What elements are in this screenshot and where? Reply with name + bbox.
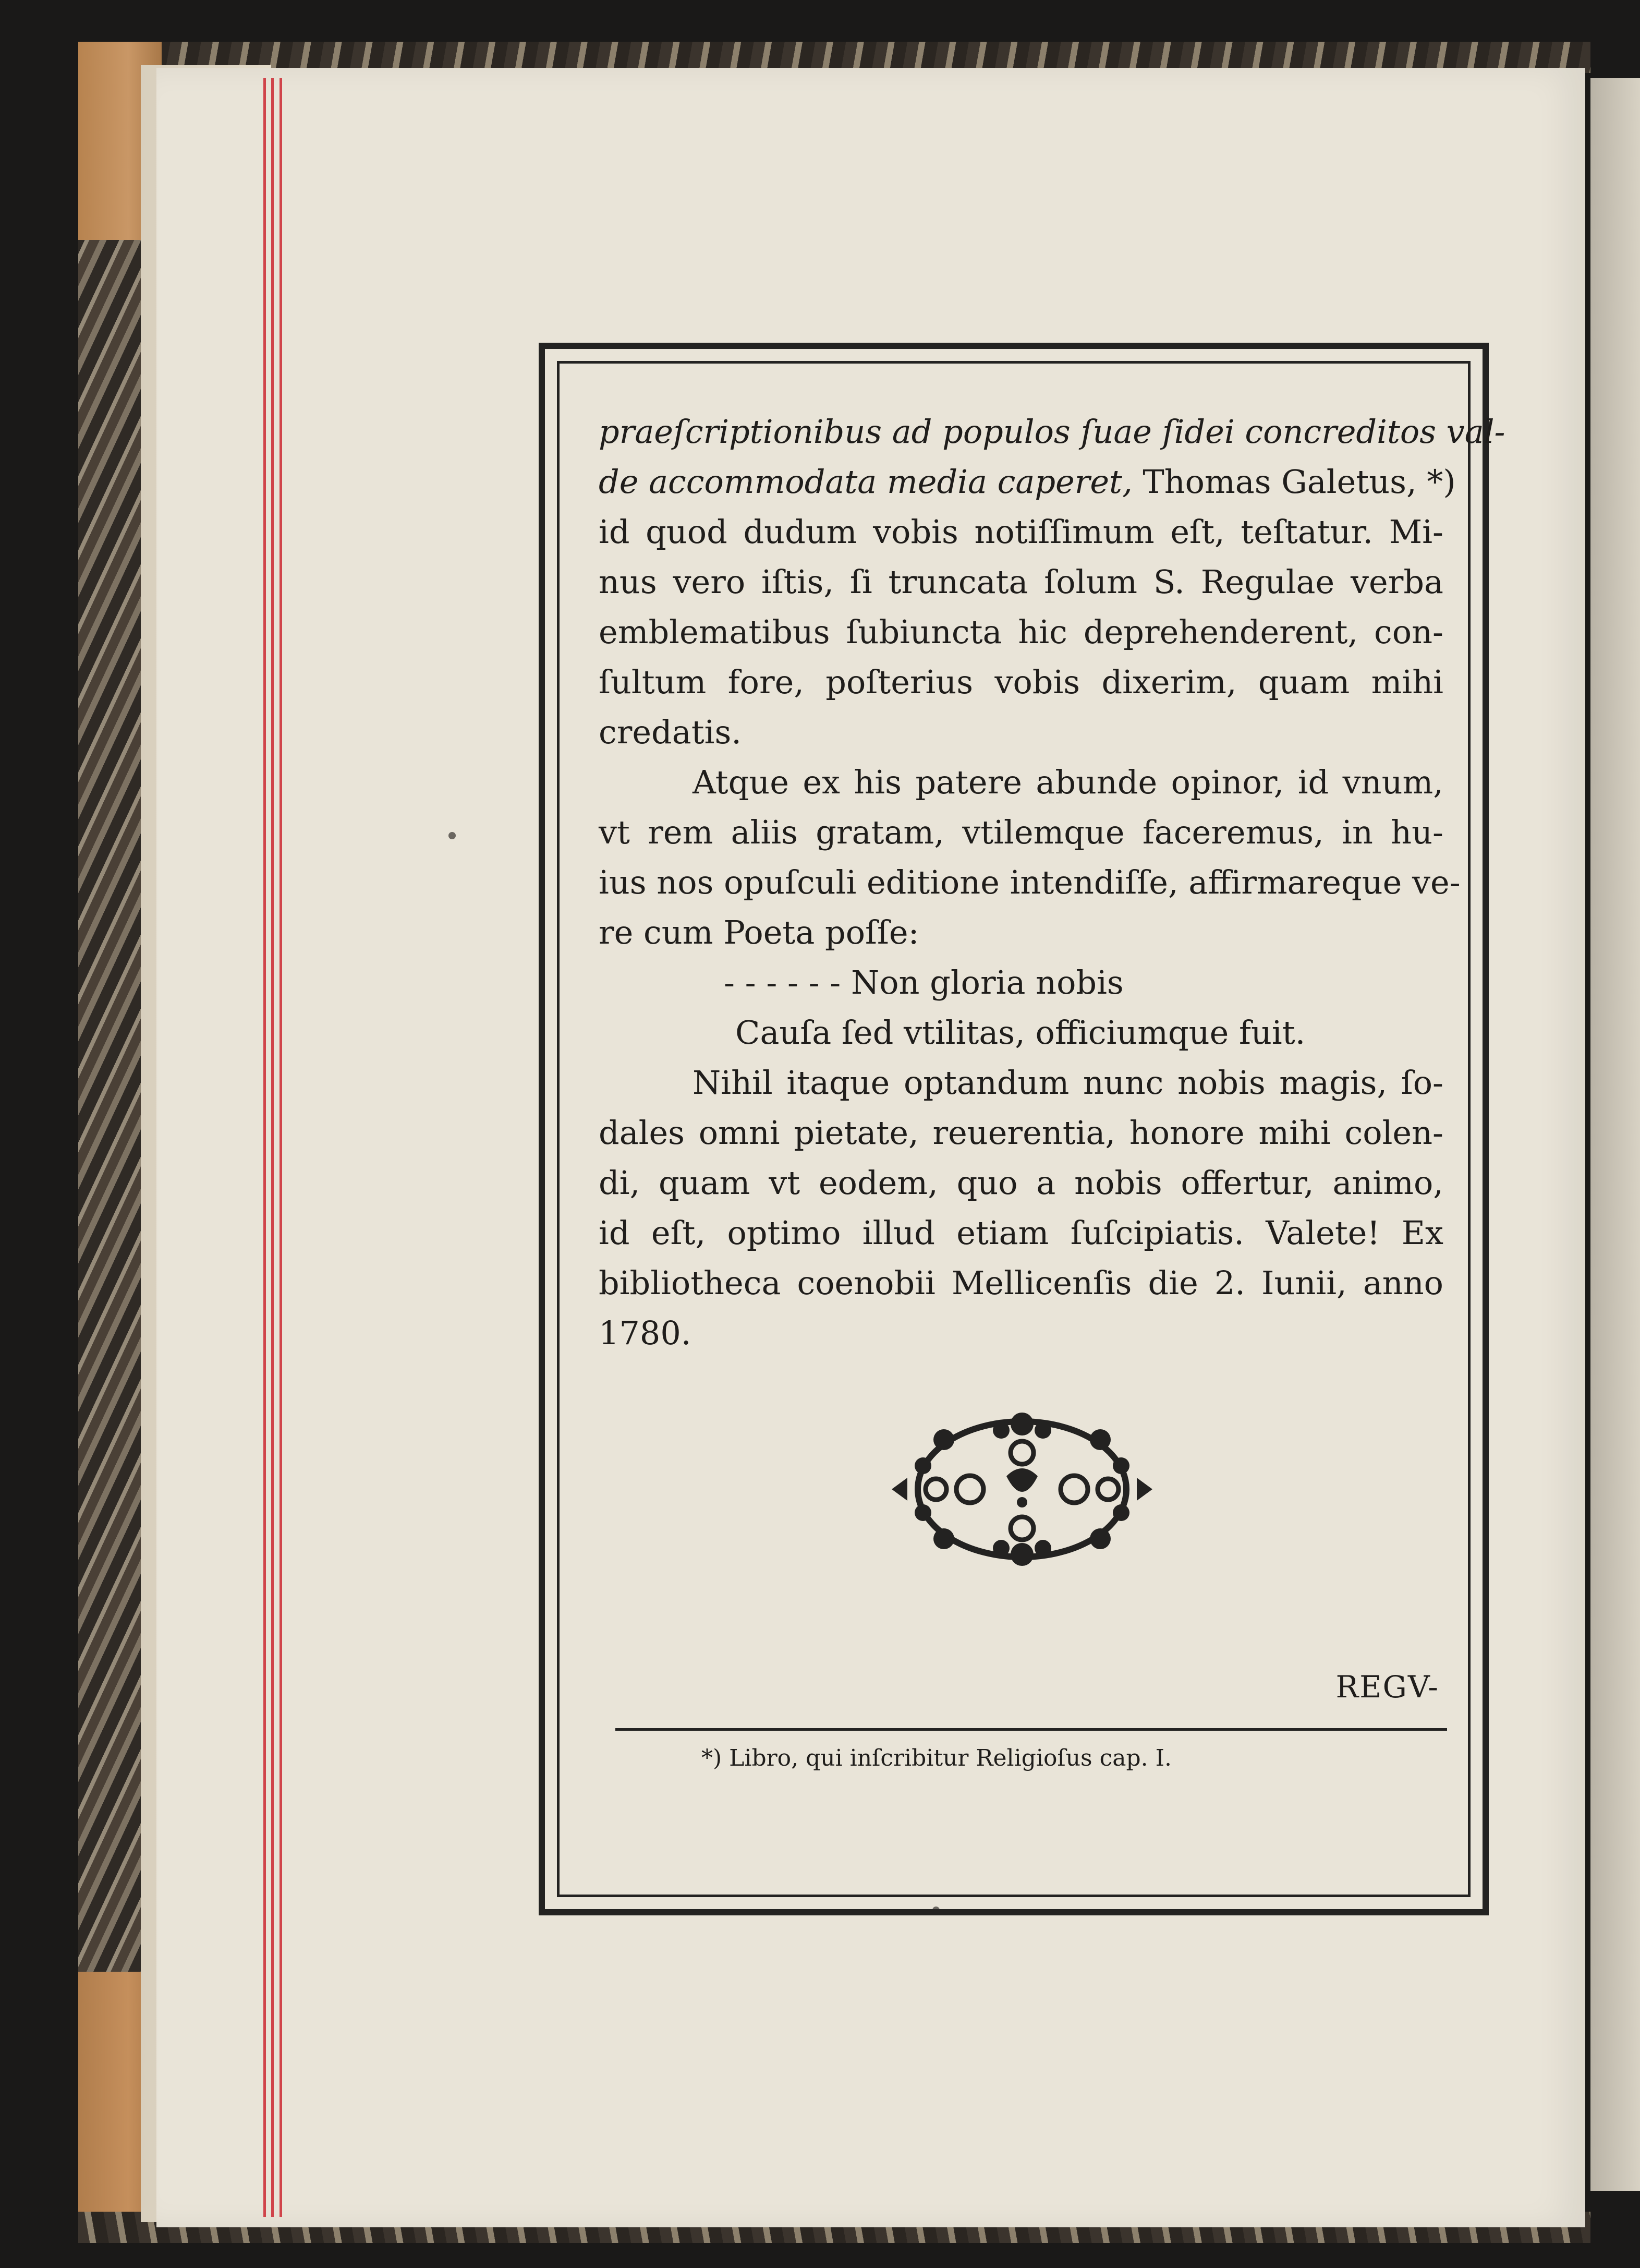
text-line: credatis. — [599, 713, 742, 751]
text-line — [599, 457, 1456, 507]
text-line-italic-part: de accommodata media caperet, — [599, 463, 1143, 501]
text-line: 1780. — [599, 1314, 691, 1352]
text-line-roman-part: Thomas Galetus, *) — [1143, 463, 1456, 501]
text-line: bibliotheca coenobii Mellicenſis die 2. Iunii, anno — [599, 1264, 1443, 1302]
footnote-divider — [615, 1728, 1447, 1731]
footnote: *) Libro, qui inſcribitur Religioſus cap. I. — [701, 1745, 1172, 1771]
verse-line: - - - - - - Non gloria nobis — [724, 963, 1124, 1002]
paper-speck — [448, 832, 456, 839]
text-line: id eſt, optimo illud etiam ſuſcipiatis. Valete! Ex — [599, 1214, 1443, 1252]
text-line: dales omni pietate, reuerentia, honore mihi colen- — [599, 1114, 1443, 1152]
text-line: vt rem aliis gratam, vtilemque faceremus, in hu- — [599, 813, 1443, 851]
text-line: Nihil itaque optandum nunc nobis magis, ſo- — [693, 1064, 1443, 1102]
cover-marbled-left — [78, 42, 149, 2238]
body-text — [599, 407, 1505, 1358]
text-line: praeſcriptionibus ad populos ſuae ſidei concreditos val- — [599, 413, 1505, 451]
text-line: nus vero iſtis, ſi truncata ſolum S. Regulae verba — [599, 563, 1443, 601]
text-line: emblematibus ſubiuncta hic deprehenderent, con- — [599, 613, 1443, 651]
text-line: ius nos opuſculi editione intendiſſe, affirmareque ve- — [599, 863, 1461, 901]
catchword: REGV- — [1335, 1669, 1439, 1705]
text-line: id quod dudum vobis notiſſimum eſt, teſtatur. Mi- — [599, 513, 1443, 551]
text-line: Atque ex his patere abunde opinor, id vnum, — [693, 763, 1443, 801]
verse-line: Cauſa ſed vtilitas, officiumque fuit. — [735, 1014, 1306, 1052]
red-margin-rule — [280, 78, 282, 2217]
text-line: ſultum fore, poſterius vobis dixerim, quam mihi — [599, 663, 1443, 701]
next-page-edge — [1590, 78, 1640, 2191]
red-margin-rule — [271, 78, 274, 2217]
red-margin-rule — [263, 78, 266, 2217]
fleuron-ornament-icon — [881, 1403, 1163, 1575]
text-line: di, quam vt eodem, quo a nobis offertur, animo, — [599, 1164, 1443, 1202]
text-line: re cum Poeta poſſe: — [599, 913, 919, 951]
